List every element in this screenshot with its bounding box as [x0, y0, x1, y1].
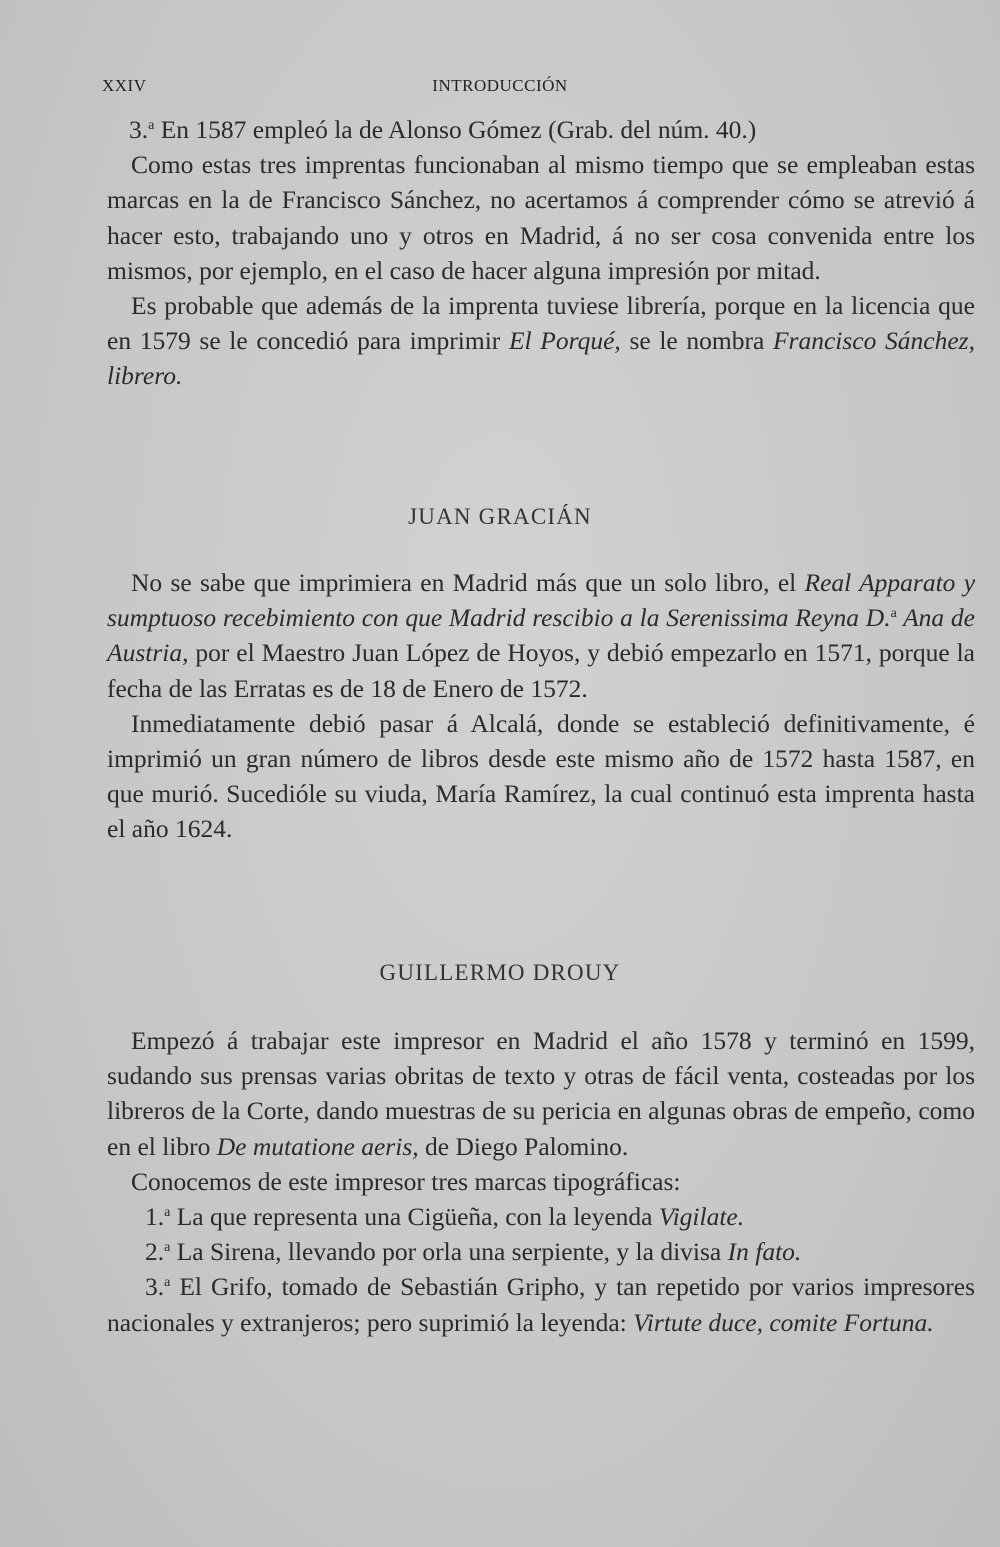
- text-block-guillermo-drouy: [107, 1023, 975, 1340]
- paragraph: Empezó á trabajar este impresor en Madrid el año 1578 y terminó en 1599, sudando sus prensas varias obritas de texto y otras de fácil venta, costeadas por los libreros de la Corte, dando muestras de su pericia en algunas obras de empeño, como en el libro De mutatione aeris, de Diego Palomino.: [107, 1026, 975, 1161]
- list-item-mark-2: 2.$^a$ La Sirena, llevando por orla una serpiente, y la divisa In fato.: [145, 1237, 802, 1267]
- page-number: XXIV: [102, 76, 147, 95]
- paragraph: No se sabe que imprimiera en Madrid más que un solo libro, el Real Apparato y sumptuoso recebimiento con que Madrid rescibio a la Serenissima Reyna D.$^a$ Ana de Austria, por el Maestro Juan López de Hoyos, y debió empezarlo en 1571, porque la fecha de las Erratas es de 18 de Enero de 1572.: [107, 568, 976, 703]
- running-title: INTRODUCCIÓN: [432, 76, 568, 95]
- text-block-sanchez: [107, 112, 975, 394]
- list-item-mark-1: 1.$^a$ La que representa una Cigüeña, con la leyenda Vigilate.: [145, 1202, 745, 1232]
- paragraph: Conocemos de este impresor tres marcas tipográficas:: [131, 1166, 681, 1196]
- text-block-juan-gracian: [107, 565, 975, 847]
- paragraph: Es probable que además de la imprenta tuviese librería, porque en la licencia que en 1579 se le concedió para imprimir El Porqué, se le nombra Francisco Sánchez, librero.: [107, 291, 975, 391]
- paragraph-mark-3: 3.$^a$ En 1587 empleó la de Alonso Gómez (Grab. del núm. 40.): [129, 115, 757, 144]
- section-heading-guillermo-drouy: GUILLERMO DROUY: [379, 960, 621, 985]
- list-item-mark-3: 3.$^a$ El Grifo, tomado de Sebastián Gripho, y tan repetido por varios impresores nacionales y extranjeros; pero suprimió la leyenda: Virtute duce, comite Fortuna.: [107, 1272, 975, 1337]
- section-heading-juan-gracian: JUAN GRACIÁN: [408, 504, 592, 529]
- paragraph: Como estas tres imprentas funcionaban al mismo tiempo que se empleaban estas marcas en la de Francisco Sánchez, no acertamos á comprender cómo se atrevió á hacer esto, trabajando uno y otros en Madrid, á no ser cosa convenida entre los mismos, por ejemplo, en el caso de hacer alguna impresión por mitad.: [107, 150, 975, 285]
- paragraph: Inmediatamente debió pasar á Alcalá, donde se estableció definitivamente, é imprimió un gran número de libros desde este mismo año de 1572 hasta 1587, en que murió. Sucedióle su viuda, María Ramírez, la cual continuó esta imprenta hasta el año 1624.: [107, 708, 975, 844]
- running-header: [102, 76, 898, 102]
